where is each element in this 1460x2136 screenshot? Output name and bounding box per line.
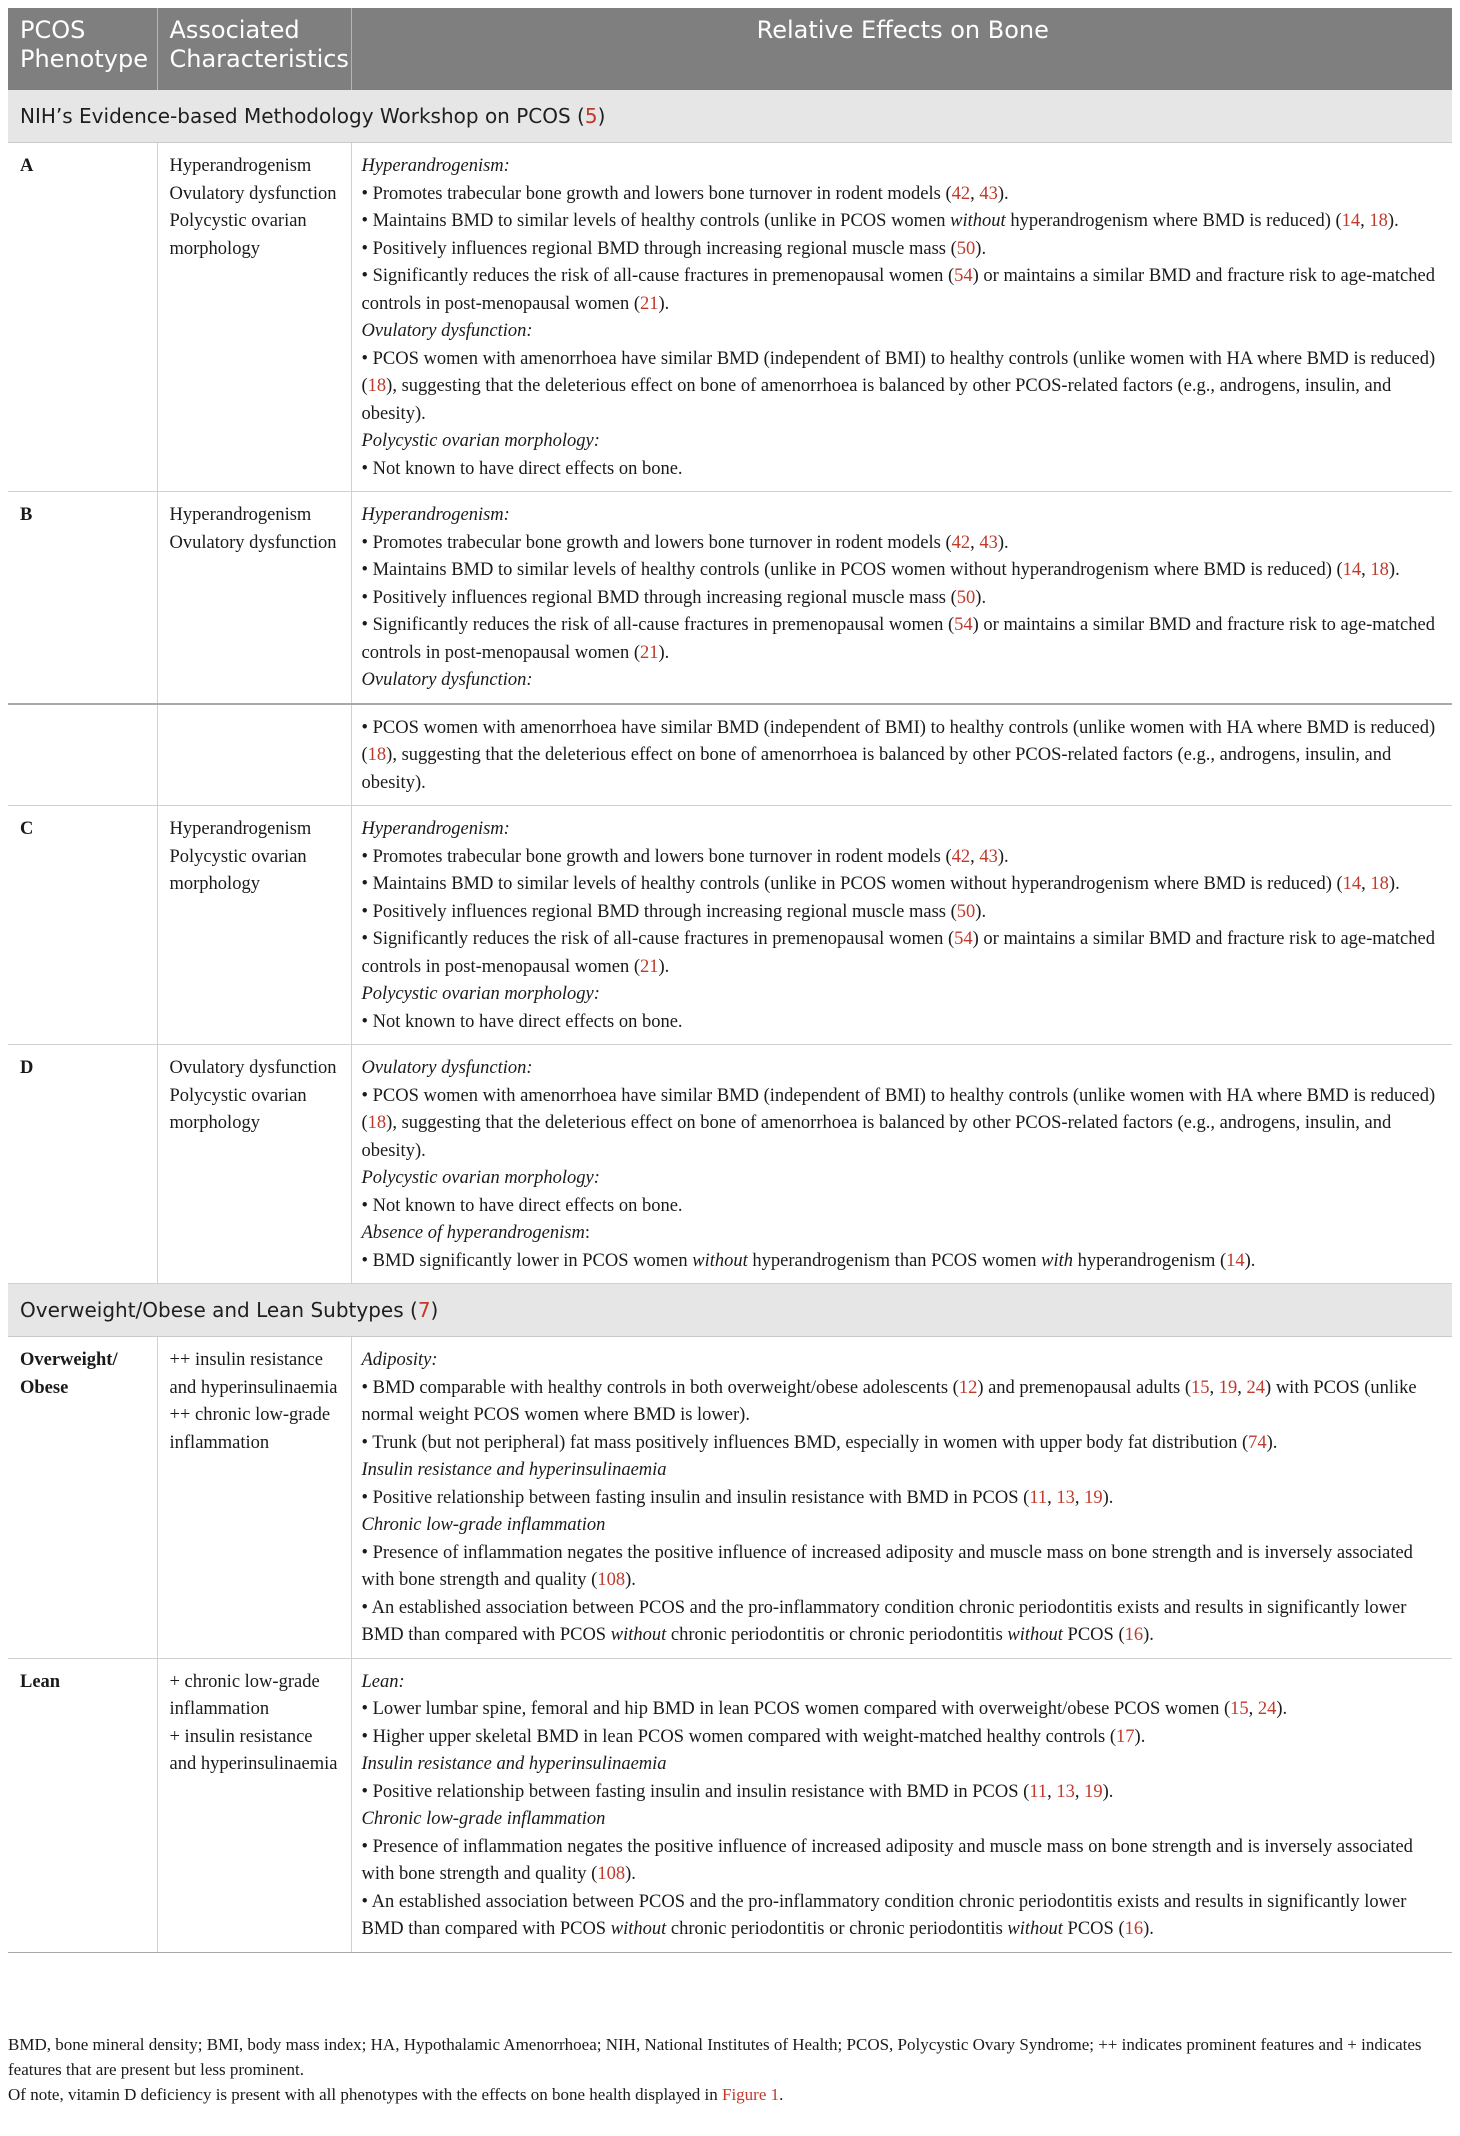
effects-cell	[351, 1337, 1452, 1659]
phenotype-label: A	[20, 156, 34, 176]
reference-link[interactable]: 18	[1369, 211, 1388, 231]
effect-text: • Positively influences regional BMD through increasing regional muscle mass (	[361, 901, 957, 922]
reference-link[interactable]: 14	[1342, 874, 1362, 894]
phenotype-label: B	[20, 505, 33, 525]
effect-line	[362, 263, 1443, 318]
effect-text: • PCOS women with amenorrhoea have similar BMD (independent of BMI) to healthy controls (unlike women with HA where BMD is reduced) (	[361, 717, 1436, 765]
effect-text: ).	[1102, 1781, 1114, 1802]
reference-link[interactable]: 50	[956, 238, 976, 259]
effect-text: • Significantly reduces the risk of all-cause fractures in premenopausal women (	[361, 266, 955, 286]
effect-text: ,	[1360, 211, 1370, 231]
effect-subheading: Hyperandrogenism:	[361, 156, 510, 176]
reference-link[interactable]: 42	[951, 532, 971, 553]
effect-line	[362, 557, 1443, 585]
phenotype-cell	[8, 1045, 157, 1284]
characteristics-cell	[157, 492, 351, 704]
effect-text: ).	[1102, 1487, 1114, 1508]
reference-link[interactable]: 13	[1056, 1487, 1075, 1508]
effect-text: • PCOS women with amenorrhoea have similar BMD (independent of BMI) to healthy controls (unlike women with HA where BMD is reduced) (	[361, 1085, 1436, 1133]
effect-subheading: Chronic low-grade inflammation	[361, 1809, 606, 1829]
reference-link[interactable]: 43	[979, 846, 998, 867]
effect-line	[362, 715, 1443, 798]
effect-text: ).	[1388, 874, 1400, 894]
effect-line	[362, 1806, 1443, 1834]
effect-line	[362, 181, 1443, 209]
effect-text: PCOS (	[1062, 1625, 1125, 1645]
effect-line	[362, 585, 1443, 613]
effect-subheading: Ovulatory dysfunction:	[361, 321, 533, 341]
effect-text: ).	[625, 1864, 636, 1884]
effect-text: • BMD comparable with healthy controls in both overweight/obese adolescents (	[361, 1377, 959, 1398]
characteristic-item: Hyperandrogenism	[169, 505, 312, 525]
reference-link[interactable]: 18	[367, 745, 387, 765]
effect-text: ).	[1143, 1919, 1154, 1939]
effect-line	[362, 1347, 1443, 1375]
characteristic-item: Hyperandrogenism	[169, 156, 312, 176]
reference-link[interactable]: 43	[979, 183, 998, 204]
reference-link[interactable]: 13	[1056, 1781, 1075, 1802]
table-row	[8, 1337, 1452, 1659]
effect-text: ) and premenopausal adults (	[977, 1377, 1192, 1398]
effect-line	[362, 530, 1443, 558]
effect-text: ).	[1143, 1625, 1154, 1645]
effect-line	[362, 816, 1443, 844]
effect-text: ,	[1074, 1487, 1085, 1508]
phenotype-cell	[8, 492, 157, 704]
effect-line	[362, 502, 1443, 530]
emphasis-text: without	[1007, 1625, 1063, 1645]
emphasis-text: without	[692, 1250, 748, 1271]
effect-text: • Positively influences regional BMD through increasing regional muscle mass (	[361, 587, 957, 608]
effect-subheading: Insulin resistance and hyperinsulinaemia	[361, 1754, 667, 1774]
effect-line	[362, 1165, 1443, 1193]
effect-line	[362, 318, 1443, 346]
reference-link[interactable]: 19	[1084, 1487, 1103, 1508]
effect-text: ) or maintains a similar BMD and fracture risk to age-matched controls in post-menopausal women (	[361, 615, 1435, 663]
section-title: NIH’s Evidence-based Methodology Workshop on PCOS	[20, 104, 571, 128]
effect-line	[362, 1009, 1443, 1037]
effect-text: hyperandrogenism where BMD is reduced) (	[1005, 211, 1342, 231]
effect-text: ,	[1248, 1699, 1258, 1719]
reference-link[interactable]: 15	[1230, 1699, 1249, 1719]
section-row	[8, 1284, 1452, 1337]
characteristic-item: Hyperandrogenism	[169, 819, 312, 839]
emphasis-text: without	[610, 1919, 667, 1939]
effect-text: • Maintains BMD to similar levels of healthy controls (unlike in PCOS women	[361, 211, 951, 231]
effect-text: • Maintains BMD to similar levels of healthy controls (unlike in PCOS women without hyperandrogenism where BMD is reduced) (	[361, 560, 1343, 580]
table-row	[8, 492, 1452, 704]
effect-text: • BMD significantly lower in PCOS women	[361, 1250, 693, 1271]
effect-text: ), suggesting that the deleterious effect on bone of amenorrhoea is balanced by other PCOS-related factors (e.g., androgens, insulin, and obesity).	[361, 1113, 1392, 1161]
effect-text: • Promotes trabecular bone growth and lowers bone turnover in rodent models (	[361, 846, 952, 867]
effect-text: ,	[1237, 1377, 1247, 1398]
reference-link[interactable]: 18	[1370, 560, 1389, 580]
table-wrapper	[8, 8, 1452, 1953]
effect-text: ), suggesting that the deleterious effect on bone of amenorrhoea is balanced by other PCOS-related factors (e.g., androgens, insulin, and obesity).	[361, 376, 1392, 424]
table-row	[8, 806, 1452, 1045]
reference-link[interactable]: 11	[1029, 1781, 1048, 1802]
effect-text: ,	[1361, 874, 1371, 894]
characteristic-item: Polycystic ovarian morphology	[169, 1085, 307, 1133]
reference-link[interactable]: 11	[1029, 1487, 1048, 1508]
section-title-cell: NIH’s Evidence-based Methodology Workshop on PCOS (5)	[8, 90, 1452, 143]
effect-text: ).	[1244, 1250, 1256, 1271]
effect-subheading: Chronic low-grade inflammation	[361, 1515, 606, 1535]
figure-1-link[interactable]: Figure 1	[721, 2085, 780, 2104]
effect-line	[362, 1220, 1443, 1248]
reference-link[interactable]: 108	[597, 1864, 626, 1884]
effect-text: ).	[975, 901, 987, 922]
effect-text: • Promotes trabecular bone growth and lowers bone turnover in rodent models (	[361, 532, 952, 553]
effect-text: PCOS (	[1062, 1919, 1125, 1939]
reference-link[interactable]: 42	[951, 846, 971, 867]
phenotype-cell	[8, 704, 157, 806]
effect-text: ).	[997, 532, 1009, 553]
characteristic-item: ++ insulin resistance and hyperinsulinaemia	[169, 1350, 338, 1398]
characteristic-item: + insulin resistance and hyperinsulinaemia	[169, 1726, 338, 1774]
characteristics-cell	[157, 806, 351, 1045]
effect-subheading: Polycystic ovarian morphology:	[361, 1168, 600, 1188]
effects-cell	[351, 143, 1452, 492]
effect-text: • Not known to have direct effects on bone.	[361, 1195, 683, 1216]
reference-link[interactable]: 19	[1084, 1781, 1103, 1802]
characteristic-item: + chronic low-grade inflammation	[169, 1671, 320, 1719]
effect-text: ) or maintains a similar BMD and fracture risk to age-matched controls in post-menopausal women (	[361, 929, 1435, 977]
effect-subheading: Polycystic ovarian morphology:	[361, 984, 600, 1004]
effects-cell	[351, 1045, 1452, 1284]
effect-text: • Higher upper skeletal BMD in lean PCOS women compared with weight-matched healthy controls (	[361, 1726, 1117, 1747]
emphasis-text: without	[1007, 1919, 1063, 1939]
effect-line	[362, 1779, 1443, 1807]
effect-line	[362, 208, 1443, 236]
effect-subheading: Polycystic ovarian morphology:	[361, 431, 600, 451]
section-title: Overweight/Obese and Lean Subtypes	[20, 1298, 404, 1322]
characteristics-cell	[157, 1045, 351, 1284]
reference-link[interactable]: 54	[954, 615, 973, 635]
effect-text: ,	[1047, 1781, 1057, 1802]
table-row	[8, 704, 1452, 806]
effect-text: ,	[970, 183, 980, 204]
effect-text: ,	[1361, 560, 1371, 580]
effect-line	[362, 1595, 1443, 1650]
effect-subheading: Ovulatory dysfunction:	[361, 1058, 533, 1078]
effect-text: • Positively influences regional BMD through increasing regional muscle mass (	[361, 238, 957, 259]
table-header-row	[8, 8, 1452, 90]
phenotype-cell	[8, 143, 157, 492]
effect-line	[362, 1512, 1443, 1540]
characteristic-item: Polycystic ovarian morphology	[169, 211, 307, 259]
effect-text: ).	[1387, 211, 1399, 231]
effect-line	[362, 1193, 1443, 1221]
effect-text: ).	[1388, 560, 1400, 580]
reference-link[interactable]: 42	[951, 183, 971, 204]
effect-subheading: Hyperandrogenism:	[361, 505, 510, 525]
reference-link[interactable]: 14	[1226, 1250, 1245, 1271]
effect-subheading: Ovulatory dysfunction:	[361, 670, 533, 690]
effect-line	[362, 1430, 1443, 1458]
effect-text: • Positive relationship between fasting insulin and insulin resistance with BMD in PCOS (	[361, 1781, 1030, 1802]
effect-text: hyperandrogenism (	[1073, 1250, 1227, 1271]
effects-cell	[351, 704, 1452, 806]
effect-subheading: Lean:	[361, 1671, 405, 1692]
characteristic-item: ++ chronic low-grade inflammation	[169, 1405, 331, 1453]
characteristics-cell	[157, 1337, 351, 1659]
phenotype-cell	[8, 1658, 157, 1952]
effect-line	[362, 871, 1443, 899]
effect-line	[362, 926, 1443, 981]
effect-text: • An established association between PCOS and the pro-inflammatory condition chronic periodontitis exists and results in significantly lower BMD than compared with PCOS	[361, 1891, 1407, 1939]
effect-text: ).	[997, 183, 1009, 204]
reference-link[interactable]: 14	[1342, 560, 1362, 580]
reference-link[interactable]: 19	[1218, 1377, 1238, 1398]
emphasis-text: without	[610, 1625, 667, 1645]
effect-text: :	[584, 1223, 590, 1243]
reference-link[interactable]: 108	[597, 1570, 626, 1590]
table-row	[8, 143, 1452, 492]
phenotype-cell	[8, 1337, 157, 1659]
effect-text: • Not known to have direct effects on bone.	[361, 1011, 683, 1032]
effect-line	[362, 1696, 1443, 1724]
reference-link[interactable]: 50	[956, 901, 976, 922]
footnote-abbreviations: BMD, bone mineral density; BMI, body mass index; HA, Hypothalamic Amenorrhoea; NIH, National Institutes of Health; PCOS, Polycystic Ovary Syndrome; ++ indicates prominent features and + indicates features that are present but less prominent.	[8, 2035, 1422, 2079]
characteristic-item: Polycystic ovarian morphology	[169, 846, 307, 894]
table-footnotes	[8, 2032, 1452, 2107]
reference-link[interactable]: 16	[1124, 1919, 1144, 1939]
reference-link[interactable]: 16	[1124, 1625, 1144, 1645]
effect-text: • Significantly reduces the risk of all-cause fractures in premenopausal women (	[361, 615, 955, 635]
characteristic-item: Ovulatory dysfunction	[169, 183, 337, 204]
footnote-note-text: Of note, vitamin D deficiency is present with all phenotypes with the effects on bone health displayed in	[8, 2085, 722, 2104]
reference-link[interactable]: 17	[1116, 1726, 1135, 1747]
pcos-bone-effects-table	[8, 8, 1452, 1953]
effect-line	[362, 153, 1443, 181]
characteristic-item: Ovulatory dysfunction	[169, 532, 337, 553]
section-row	[8, 90, 1452, 143]
effect-text: ,	[1209, 1377, 1219, 1398]
effect-text: ,	[970, 846, 980, 867]
reference-link[interactable]: 18	[367, 1113, 387, 1133]
effects-cell	[351, 806, 1452, 1045]
phenotype-cell	[8, 806, 157, 1045]
effect-text: ).	[975, 587, 987, 608]
header-effects: Relative Effects on Bone	[351, 8, 1452, 90]
effect-line	[362, 1248, 1443, 1276]
effects-cell	[351, 1658, 1452, 1952]
effect-text: • An established association between PCOS and the pro-inflammatory condition chronic periodontitis exists and results in significantly lower BMD than compared with PCOS	[361, 1597, 1407, 1645]
effect-text: chronic periodontitis or chronic periodontitis	[666, 1919, 1008, 1939]
effect-line	[362, 456, 1443, 484]
reference-link[interactable]: 21	[639, 956, 659, 977]
effect-text: • Maintains BMD to similar levels of healthy controls (unlike in PCOS women without hyperandrogenism where BMD is reduced) (	[361, 874, 1343, 894]
phenotype-label: D	[20, 1058, 34, 1078]
effect-line	[362, 981, 1443, 1009]
reference-link[interactable]: 14	[1341, 211, 1361, 231]
effect-line	[362, 1669, 1443, 1697]
effect-text: • Trunk (but not peripheral) fat mass positively influences BMD, especially in women with upper body fat distribution (	[361, 1432, 1249, 1453]
effect-subheading: Hyperandrogenism:	[361, 819, 510, 839]
section-reference[interactable]: 5	[584, 104, 598, 128]
effect-line	[362, 1540, 1443, 1595]
table-body	[8, 90, 1452, 1952]
emphasis-text: with	[1041, 1250, 1074, 1271]
reference-link[interactable]: 24	[1246, 1377, 1266, 1398]
phenotype-label: Lean	[20, 1671, 61, 1692]
reference-link[interactable]: 18	[1370, 874, 1389, 894]
characteristics-cell	[157, 143, 351, 492]
effect-subheading: Insulin resistance and hyperinsulinaemia	[361, 1460, 667, 1480]
effect-text: • Not known to have direct effects on bone.	[361, 458, 683, 479]
effect-text: • Positive relationship between fasting insulin and insulin resistance with BMD in PCOS (	[361, 1487, 1030, 1508]
reference-link[interactable]: 54	[954, 929, 973, 949]
effect-text: hyperandrogenism than PCOS women	[747, 1250, 1042, 1271]
effect-text: ,	[970, 532, 980, 553]
header-phenotype: PCOS Phenotype	[8, 8, 157, 90]
effect-line	[362, 667, 1443, 695]
header-characteristics: Associated Characteristics	[157, 8, 351, 90]
effect-subheading: Adiposity:	[361, 1350, 438, 1370]
effect-line	[362, 1375, 1443, 1430]
footnote-note-end: .	[779, 2085, 784, 2104]
effects-cell	[351, 492, 1452, 704]
effect-text: ).	[1266, 1432, 1278, 1453]
reference-link[interactable]: 12	[958, 1377, 978, 1398]
characteristics-cell	[157, 1658, 351, 1952]
effect-text: ), suggesting that the deleterious effect on bone of amenorrhoea is balanced by other PCOS-related factors (e.g., androgens, insulin, and obesity).	[361, 745, 1392, 793]
effect-text: ).	[658, 293, 670, 314]
effect-line	[362, 899, 1443, 927]
reference-link[interactable]: 50	[956, 587, 976, 608]
reference-link[interactable]: 21	[639, 642, 659, 663]
section-title-cell: Overweight/Obese and Lean Subtypes (7)	[8, 1284, 1452, 1337]
effect-line	[362, 1724, 1443, 1752]
effect-text: ).	[975, 238, 987, 259]
effect-text: ).	[997, 846, 1009, 867]
effect-text: ) with PCOS (unlike normal weight PCOS women where BMD is lower).	[361, 1377, 1417, 1425]
effect-text: • Significantly reduces the risk of all-cause fractures in premenopausal women (	[361, 929, 955, 949]
effect-text: chronic periodontitis or chronic periodontitis	[666, 1625, 1008, 1645]
effect-text: ).	[658, 642, 670, 663]
effect-text: ).	[625, 1570, 636, 1590]
reference-link[interactable]: 43	[979, 532, 998, 553]
reference-link[interactable]: 24	[1257, 1699, 1277, 1719]
effect-text: ).	[658, 956, 670, 977]
characteristic-item: Ovulatory dysfunction	[169, 1058, 337, 1078]
effect-line	[362, 1889, 1443, 1944]
footnote-note	[8, 2082, 1452, 2107]
effect-line	[362, 428, 1443, 456]
characteristics-cell	[157, 704, 351, 806]
effect-line	[362, 1457, 1443, 1485]
emphasis-text: without	[950, 211, 1006, 231]
effect-line	[362, 346, 1443, 429]
effect-text: • PCOS women with amenorrhoea have similar BMD (independent of BMI) to healthy controls (unlike women with HA where BMD is reduced) (	[361, 348, 1436, 396]
reference-link[interactable]: 74	[1248, 1432, 1267, 1453]
effect-line	[362, 612, 1443, 667]
effect-text: ) or maintains a similar BMD and fracture risk to age-matched controls in post-menopausal women (	[361, 266, 1435, 314]
effect-text: ).	[1134, 1726, 1146, 1747]
effect-line	[362, 236, 1443, 264]
effect-text: • Presence of inflammation negates the positive influence of increased adiposity and muscle mass on bone strength and is inversely associated with bone strength and quality (	[361, 1542, 1413, 1590]
effect-line	[362, 1083, 1443, 1166]
effect-text: • Lower lumbar spine, femoral and hip BMD in lean PCOS women compared with overweight/obese PCOS women (	[361, 1699, 1231, 1719]
effect-subheading: Absence of hyperandrogenism	[361, 1223, 585, 1243]
reference-link[interactable]: 15	[1191, 1377, 1210, 1398]
effect-text: ).	[1276, 1699, 1288, 1719]
section-reference[interactable]: 7	[417, 1298, 431, 1322]
reference-link[interactable]: 21	[639, 293, 659, 314]
reference-link[interactable]: 18	[367, 376, 387, 396]
effect-text: • Presence of inflammation negates the positive influence of increased adiposity and muscle mass on bone strength and is inversely associated with bone strength and quality (	[361, 1836, 1413, 1884]
effect-text: ,	[1047, 1487, 1057, 1508]
table-row	[8, 1045, 1452, 1284]
effect-line	[362, 1751, 1443, 1779]
phenotype-label: Overweight/ Obese	[20, 1350, 118, 1398]
phenotype-label: C	[20, 819, 34, 839]
effect-line	[362, 1834, 1443, 1889]
effect-line	[362, 1055, 1443, 1083]
effect-line	[362, 1485, 1443, 1513]
table-row	[8, 1658, 1452, 1952]
effect-line	[362, 844, 1443, 872]
reference-link[interactable]: 54	[954, 266, 973, 286]
effect-text: • Promotes trabecular bone growth and lowers bone turnover in rodent models (	[361, 183, 952, 204]
effect-text: ,	[1074, 1781, 1085, 1802]
